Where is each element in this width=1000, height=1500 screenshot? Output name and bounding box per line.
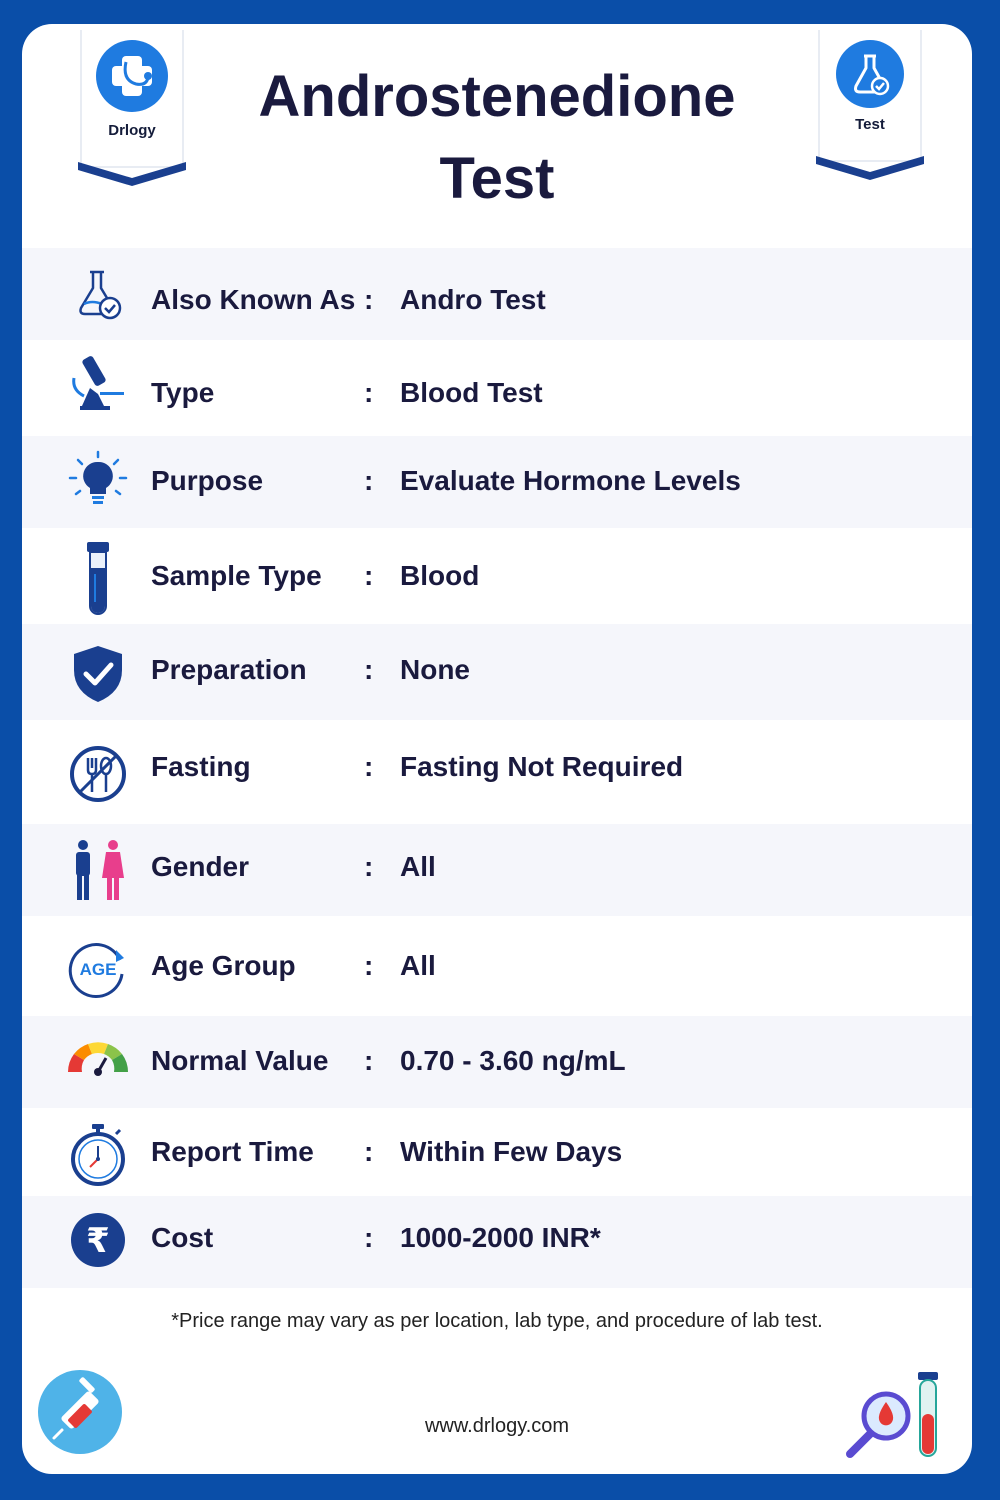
row-colon: : [364, 284, 374, 315]
blood-magnifier-icon [842, 1368, 946, 1464]
info-table [22, 248, 972, 1288]
row-label: Preparation [151, 654, 307, 685]
row-value: 0.70 - 3.60 ng/mL [400, 1045, 626, 1076]
rupee-icon [66, 1208, 130, 1272]
syringe-icon [38, 1370, 122, 1454]
row-label: Sample Type [151, 560, 322, 591]
doctor-logo-icon [96, 40, 168, 112]
row-colon: : [364, 377, 374, 408]
row-cost [22, 1196, 972, 1288]
row-label: Cost [151, 1222, 214, 1253]
row-colon: : [364, 1136, 374, 1167]
row-colon: : [364, 851, 374, 882]
age-icon [66, 936, 130, 1000]
row-label: Type [151, 377, 215, 408]
row-type [22, 340, 972, 436]
row-colon: : [364, 1045, 374, 1076]
row-value: Blood [400, 560, 480, 591]
page-title [212, 56, 782, 220]
row-sample-type [22, 528, 972, 624]
no-food-icon [66, 742, 130, 806]
microscope-icon [66, 352, 130, 416]
row-value: 1000-2000 INR* [400, 1222, 601, 1253]
row-value: Fasting Not Required [400, 751, 684, 782]
lightbulb-icon [66, 448, 130, 512]
row-colon: : [364, 560, 374, 591]
row-value: All [400, 851, 436, 882]
row-label: Age Group [151, 950, 296, 981]
stopwatch-icon [66, 1122, 130, 1186]
test-tube-icon [66, 538, 130, 618]
title-line-2: Test [439, 146, 555, 211]
row-colon: : [364, 654, 374, 685]
row-value: Within Few Days [400, 1136, 623, 1167]
title-line-1: Androstenedione [258, 64, 736, 129]
drlogy-badge [80, 30, 184, 168]
row-value: Andro Test [400, 284, 546, 315]
row-colon: : [364, 1222, 374, 1253]
row-colon: : [364, 465, 374, 496]
row-value: None [400, 654, 470, 685]
row-colon: : [364, 950, 374, 981]
gauge-icon [62, 1028, 134, 1092]
info-card [22, 24, 972, 1474]
row-value: Blood Test [400, 377, 543, 408]
website-link[interactable]: www.drlogy.com [424, 1415, 570, 1437]
age-icon-text: AGE [79, 960, 117, 979]
row-label: Gender [151, 851, 250, 882]
rupee-icon-text: ₹ [86, 1221, 110, 1261]
row-label: Normal Value [151, 1045, 329, 1076]
row-preparation [22, 624, 972, 720]
row-label: Also Known As [151, 284, 356, 315]
row-fasting [22, 720, 972, 824]
flask-logo-icon [836, 40, 904, 108]
row-gender [22, 824, 972, 916]
row-report-time [22, 1108, 972, 1196]
shield-check-icon [66, 642, 130, 706]
row-value: Evaluate Hormone Levels [400, 465, 741, 496]
flask-check-icon [66, 262, 130, 326]
test-badge [818, 30, 922, 162]
row-colon: : [364, 751, 374, 782]
row-age-group [22, 916, 972, 1016]
row-purpose [22, 436, 972, 528]
row-normal-value [22, 1016, 972, 1108]
row-label: Purpose [151, 465, 264, 496]
price-footnote: *Price range may vary as per location, lab type, and procedure of lab test. [171, 1310, 823, 1332]
male-female-icon [66, 838, 130, 902]
row-label: Report Time [151, 1136, 314, 1167]
row-also-known-as [22, 248, 972, 340]
row-label: Fasting [151, 751, 251, 782]
row-value: All [400, 950, 436, 981]
badge-left-label: Drlogy [108, 122, 156, 139]
badge-right-label: Test [855, 116, 885, 133]
